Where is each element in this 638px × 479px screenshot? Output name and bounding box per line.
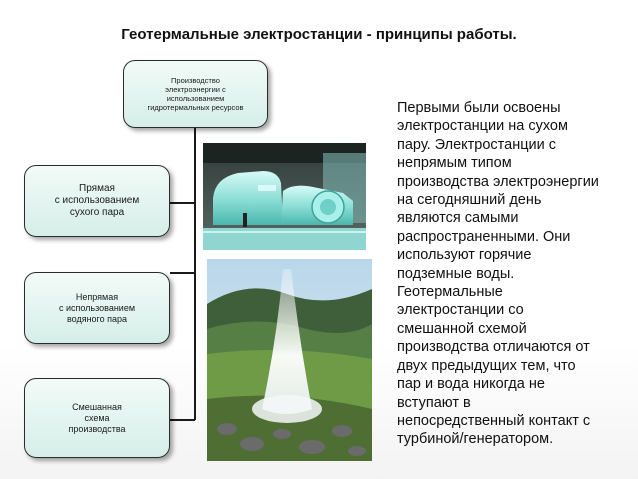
connector-indirect <box>170 272 195 274</box>
diagram-box-dry-steam: Прямая с использованием сухого пара <box>24 165 170 237</box>
connector-vertical <box>194 128 196 420</box>
geyser-photo <box>207 259 372 461</box>
slide-title: Геотермальные электростанции - принципы работы. <box>121 26 517 43</box>
turbine-hall-photo <box>203 143 366 250</box>
connector-mixed <box>170 419 195 421</box>
diagram-box-mixed: Смешанная схема производства <box>24 378 170 458</box>
description-text: Первыми были освоены электростанции на сухом пару. Электростанции с непрямым типом производства электроэнергии на сегодняшний день являются самыми распространенными. Они используют горячие подземные воды. Геотермальные электростанции со смешанной схемой производства отличаются от двух предыдущих тем, что пар и вода никогда не вступают в непосредственный контакт с турбиной/генератором. <box>397 100 599 448</box>
connector-dry-steam <box>170 202 195 204</box>
diagram-box-hydrothermal: Производство электроэнергии с использованием гидротермальных ресурсов <box>123 60 268 128</box>
diagram-box-indirect: Непрямая с использованием водяного пара <box>24 272 170 344</box>
